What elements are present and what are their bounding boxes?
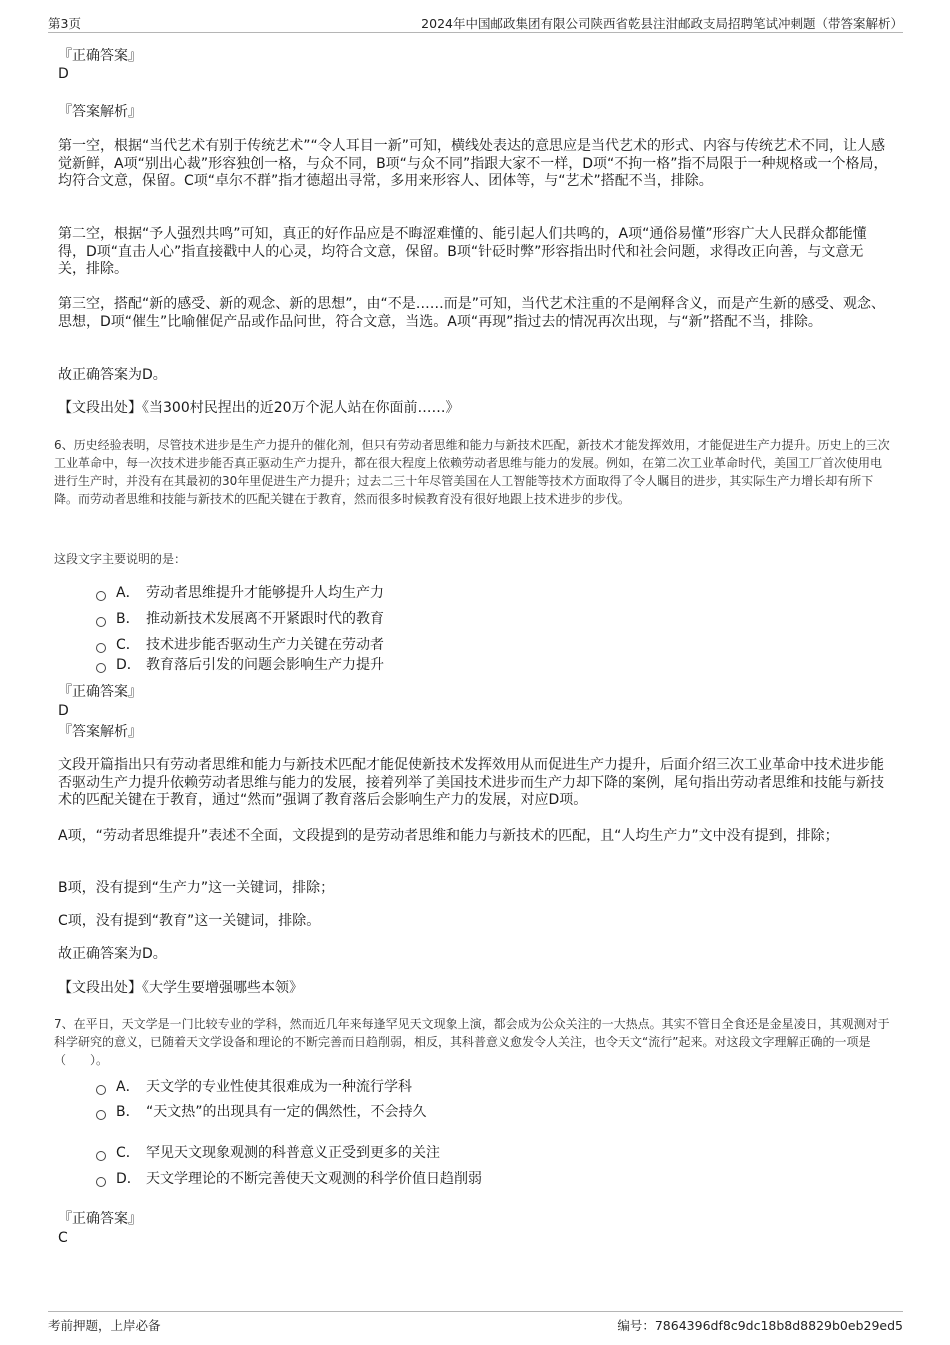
q6-analysis-p3: B项，没有提到“生产力”这一关键词，排除；: [58, 880, 335, 896]
q5-source: 【文段出处】《当300村民捏出的近20万个泥人站在你面前……》: [58, 400, 460, 416]
page-header: [48, 12, 903, 33]
q6-option-d[interactable]: D． 教育落后引发的问题会影响生产力提升: [96, 656, 384, 674]
q6-analysis-p4: C项，没有提到“教育”这一关键词，排除。: [58, 913, 321, 929]
q6-stem: 6、历史经验表明，尽管技术进步是生产力提升的催化剂，但只有劳动者思维和能力与新技术匹配，新技术才能发挥效用，才能促进生产力提升。历史上的三次工业革命中，每一次技术进步能否真正驱动生产力提升，都在很大程度上依赖劳动者思维与能力的发展。例如，在第二次工业革命时代，美国工厂首次使用电进行生产时，并没有在其最初的30年里促进生产力提升；过去二三十年尽管美国在人工智能等技术方面取得了令人瞩目的进步，其实际生产力增长却有所下降。而劳动者思维和技能与新技术的匹配关键在于教育，然而很多时候教育没有很好地跟上技术进步的步伐。: [54, 438, 890, 506]
radio-icon[interactable]: [96, 1177, 106, 1187]
q7-answer: C: [58, 1230, 68, 1246]
q7-stem: 7、在平日，天文学是一门比较专业的学科，然而近几年来每逢罕见天文现象上演，都会成为公众关注的一大热点。其实不管日全食还是金星凌日，其观测对于科学研究的意义，已随着天文学设备和理论的不断完善而日趋削弱，相反，其科普意义愈发令人关注，也令天文“流行”起来。对这段文字理解正确的一项是（ ）。: [54, 1017, 890, 1067]
q7-option-d[interactable]: D． 天文学理论的不断完善使天文观测的科学价值日趋削弱: [96, 1170, 482, 1188]
q6-question: 这段文字主要说明的是：: [54, 552, 187, 566]
q5-answer: D: [58, 66, 69, 82]
q5-analysis-p1: 第一空，根据“当代艺术有别于传统艺术”“令人耳目一新”可知，横线处表达的意思应是当代艺术的形式、内容与传统艺术不同，让人感觉新鲜，A项“别出心裁”形容独创一格，与众不同，B项“与众不同”指跟大家不一样，D项“不拘一格”指不局限于一种规格或一个格局，均符合文意，保留。C项“卓尔不群”指才德超出寻常，多用来形容人、团体等，与“艺术”搭配不当，排除。: [58, 138, 888, 189]
radio-icon[interactable]: [96, 1085, 106, 1095]
page-footer: [48, 1311, 903, 1334]
q5-analysis-p3: 第三空，搭配“新的感受、新的观念、新的思想”，由“不是……而是”可知，当代艺术注重的不是阐释含义，而是产生新的感受、观念、思想，D项“催生”比喻催促产品或作品问世，符合文意，当选。A项“再现”指过去的情况再次出现，与“新”搭配不当，排除。: [58, 296, 886, 330]
radio-icon[interactable]: [96, 1151, 106, 1161]
q5-answer-label: 『正确答案』: [58, 48, 142, 64]
q6-analysis-p2: A项，“劳动者思维提升”表述不全面，文段提到的是劳动者思维和能力与新技术的匹配，且“人均生产力”文中没有提到，排除；: [58, 828, 839, 844]
q6-analysis-p1: 文段开篇指出只有劳动者思维和能力与新技术匹配才能促使新技术发挥效用从而促进生产力提升，后面介绍三次工业革命中技术进步能否驱动生产力提升依赖劳动者思维与能力的发展，接着列举了美国技术进步而生产力却下降的案例，尾句指出劳动者思维和技能与新技术的匹配关键在于教育，通过“然而”强调了教育落后会影响生产力的发展，对应D项。: [58, 757, 884, 808]
q6-answer-label: 『正确答案』: [58, 684, 142, 700]
document-code: 编号：7864396df8c9dc18b8d8829b0eb29ed5: [617, 1318, 903, 1333]
q7-option-a[interactable]: A． 天文学的专业性使其很难成为一种流行学科: [96, 1078, 412, 1096]
q7-option-b[interactable]: B． “天文热”的出现具有一定的偶然性，不会持久: [96, 1103, 427, 1121]
q6-analysis-label: 『答案解析』: [58, 724, 142, 740]
q6-option-c[interactable]: C． 技术进步能否驱动生产力关键在劳动者: [96, 636, 384, 654]
q6-answer: D: [58, 703, 69, 719]
footer-slogan: 考前押题，上岸必备: [48, 1318, 161, 1333]
q7-answer-label: 『正确答案』: [58, 1211, 142, 1227]
q6-option-a[interactable]: A． 劳动者思维提升才能够提升人均生产力: [96, 584, 384, 602]
radio-icon[interactable]: [96, 617, 106, 627]
radio-icon[interactable]: [96, 643, 106, 653]
q6-source: 【文段出处】《大学生要增强哪些本领》: [58, 980, 303, 996]
q7-option-c[interactable]: C． 罕见天文现象观测的科普意义正受到更多的关注: [96, 1144, 440, 1162]
q6-option-b[interactable]: B． 推动新技术发展离不开紧跟时代的教育: [96, 610, 384, 628]
radio-icon[interactable]: [96, 1110, 106, 1120]
q5-analysis-label: 『答案解析』: [58, 104, 142, 120]
document-title: 2024年中国邮政集团有限公司陕西省乾县注泔邮政支局招聘笔试冲刺题（带答案解析）: [421, 16, 903, 31]
q5-conclusion: 故正确答案为D。: [58, 367, 167, 383]
page-number: 第3页: [48, 16, 81, 31]
q5-analysis-p2: 第二空，根据“予人强烈共鸣”可知，真正的好作品应是不晦涩难懂的、能引起人们共鸣的，A项“通俗易懂”形容广大人民群众都能懂得，D项“直击人心”指直接戳中人的心灵，均符合文意，保留。B项“针砭时弊”形容指出时代和社会问题，求得改正向善，与文意无关，排除。: [58, 226, 867, 277]
radio-icon[interactable]: [96, 591, 106, 601]
q6-conclusion: 故正确答案为D。: [58, 946, 167, 962]
radio-icon[interactable]: [96, 663, 106, 673]
